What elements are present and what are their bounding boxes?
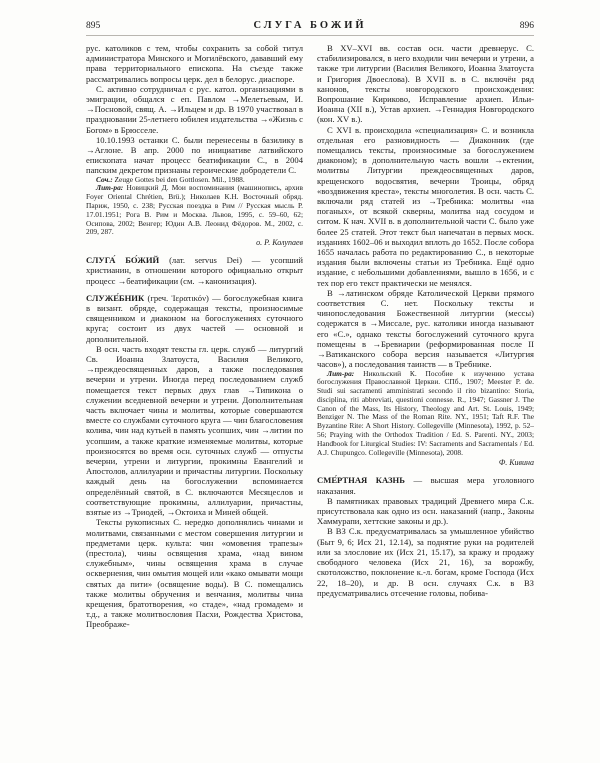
bibliography-text: Никольский К. Пособие к изучению устава богослужения Православной Церкви. СПб., 1907; Meester P. de. Studi sui sacramenti amministrati secondo il rito bizantino: Storia, disciplina, riti abbreviati, questioni connesse. R., 1947; Gassner J. The Canon of the Mass, Its History, Theology and Art. St. Louis, 1949; Benziger N. The Mass of the Roman Rite. NY., 1951; Taft R.F. The Byzantine Rite: A Short History. Collegeville (Minnesota), 1992, p. 52–56; Praying with the Orthodox Tradition / Ed. S. Parenti. NY., 2003; Handbook for Liturgical Studies: IV: Sacraments and Sacramentals / Ed. A.J. Chupungco. Collegeville (Minnesota), 2008. (317, 368, 534, 457)
paragraph: 10.10.1993 останки С. были перенесены в базилику в →Аглоне. В апр. 2000 по инициативе латвийского епископата начат процесс беатификации С., в 2004 папским декретом признаны героические добродетели С. (86, 134, 303, 176)
entry-text: (лат. servus Dei) — усопший христианин, в отношении которого официально открыт процесс →беатификации (см. →канонизация). (86, 255, 303, 286)
text-columns (86, 43, 534, 630)
bibliography-text: Новицкий Д. Мои воспоминания (машинопись, архив Foyer Oriental Chrétien, Brü.); Николаев К.Н. Восточный обряд. Париж, 1950, с. 238; Русская поездка в Рим // Русская мысль Р. 17.01.1951; Рога В. Рим и Москва. Львов, 1995, с. 59–60, 62; Осипова, 2002; Венгер; Юдин А.В. Леонид Фёдоров. М., 2002, с. 209, 287. (86, 183, 303, 237)
paragraph: В ВЗ С.к. предусматривалась за умышленное убийство (Быт 9, 6; Исх 21, 12.14), за поднятие руки на родителей или за злословие их (Исх 21, 15.17), за кражу и продажу свободного человека (Исх 21, 16), за ворожбу, скотоложство, поклонение к.-л. богам, кроме Господа (Исх 22, 18–20), и др. В осн. случаях С.к. в ВЗ предусматривались отсечение головы, побива- (317, 526, 534, 598)
works-label: Соч.: (96, 174, 113, 184)
paragraph: С. активно сотрудничал с рус. катол. организациями в эмиграции, общался с еп. Павлом →Мелетьевым, И. →Посновой, свящ. А. →Ильцем и др. В 1970 участвовал в праздновании 25-летнего юбилея издательства →«Жизнь с Богом» в Брюсселе. (86, 83, 303, 135)
page-number-left: 895 (86, 21, 101, 31)
bibliography (317, 370, 534, 458)
paragraph: В →латинском обряде Католической Церкви прямого соответствия С. нет. Поскольку тексты и чинопоследования Божественной литургии (мессы) содержатся в →Миссале, рус. католики иногда называют его «С.», однако тексты богослужений суточного круга помещены в →Бревиарии (реформированная после II →Ватиканского собора версия называется «Литургия часов»), а последования таинств — в Требнике. (317, 287, 534, 370)
right-column (317, 43, 534, 630)
author-signature: Ф. Кивина (498, 458, 534, 468)
author-signature: о. Р. Колупаев (256, 238, 303, 248)
bibliography (86, 184, 303, 237)
entry-text: (греч. Ἱερατικόν) — богослужебная книга в визант. обряде, содержащая тексты, произносимые священником и диаконом на богослужениях суточного круга; состоит из двух частей — основной и дополнительной. (86, 292, 303, 344)
paragraph: В XV–XVI вв. состав осн. части древнерус. С. стабилизировался, в него входили чин вечерни и утрени, а также три литургии (Василия Великого, Иоанна Златоуста и Григория Двоеслова). В XVII в. в С. включён ряд канонов, тексты новгородского происхождения: Вопрошание Кириково, Исправление архиеп. Ильи-Иоанна (XII в.), Устав архиеп. →Геннадия Новгородского (кон. XV в.). (317, 43, 534, 125)
paragraph: С XVI в. происходила «специализация» С. и возникла отдельная его разновидность — Диаконник (где помещались тексты, произносимые за богослужением диаконом); в дополнительную часть вошли →ектении, молитвы Литургии преждеосвященных даров, крещенского водосвятия, вечерни Троицы, обряд «воздвижения креста», тексты многолетия. В осн. часть С. включали ряд статей из →Требника: молитвы «на поганых», от всякой скверны, молитва над сосудом и ситом. К нач. XVII в. в дополнительной части С. было уже более 25 статей. Этот текст был напечатан в первых моск. изданиях 1602–06 и выходил вплоть до 1652. После собора 1655 началась работа по редактированию С., в некоторые издания были включены статьи из Требника. Ещё одно издание, с небольшими добавлениями, вышло в 1656, и с тех пор его текст практически не менялся. (317, 124, 534, 288)
left-column (86, 43, 303, 630)
works-text: Zeuge Gottes bei den Gottlosen. Mil., 1988. (114, 174, 245, 184)
bibliography-label: Лит-ра: (327, 368, 355, 378)
continued-paragraph: рус. католиков с тем, чтобы сохранить за собой титул администратора Минского и Могилёвского, дававший ему права территориального епископа. На съезде также рассматривались вопросы церк. дел в белорус. диаспоре. (86, 43, 303, 84)
entry-sluga-bozhiy (86, 255, 303, 286)
entry-smertnaya-kazn (317, 475, 534, 495)
entry-headword: СЛУГА́ БО́ЖИЙ (86, 255, 160, 266)
page-number-right: 896 (519, 21, 534, 31)
paragraph: Тексты рукописных С. нередко дополнялись чинами и молитвами, связанными с местом совершения литургии и предметами церк. культа: чин «омовения трапезы» (престола), чины освящения храма, «над вином служебным», чины освящения храма в случае осквернения, чин омытия мощей или «како омывати мощи святых да пити» (освящение воды). В С. помещались также молитвы обручения и венчания, молитвы чина крещения, братотворения, «о стаде», «над громадем» и т.д., а также молитвословия Пасхи, Рождества Христова, Преображе- (86, 517, 303, 630)
entry-sluzhebnik (86, 293, 303, 344)
paragraph: В памятниках правовых традиций Древнего мира С.к. присутствовала как одно из осн. наказаний (напр., Законы Хаммурапи, хеттские законы и др.). (317, 495, 534, 527)
entry-headword: СЛУЖЕ́БНИК (86, 292, 145, 303)
entry-headword: СМЕ́РТНАЯ КАЗНЬ (317, 475, 405, 486)
header-rule (86, 35, 534, 36)
entry-text: — высшая мера уголовного наказания. (317, 475, 534, 496)
bibliography-label: Лит-ра: (96, 183, 124, 193)
running-title: СЛУГА БОЖИЙ (253, 20, 367, 31)
paragraph: В осн. часть входят тексты гл. церк. служб — литургий Св. Иоанна Златоуста, Василия Великого, →преждеосвященных даров, а также последования вечерни и утрени. Иногда перед последованием служб помещается текст первых двух глав →Типикона о служении вседневной вечерни и утрени. Дополнительная часть включает чины и молитвы, которые совершаются вместе со службами суточного круга — чин благословения колива, чин над кутьей в память усопших, чин →литии по усопшим, а также краткие изменяемые молитвы, которые произносятся во время осн. суточных служб — отпусты вечерни, утрени и литургии, прокимны Евангелий и Апостолов, аллилуарии и причастны литургии. Поскольку каждый день на богослужении вспоминается определённый святой, в С. включаются Месяцеслов и соответствующие прокимны, аллилуарии, причастны, взятые из →Триодей, →Октоиха и Миней общей. (86, 343, 303, 518)
page-header (86, 20, 534, 31)
